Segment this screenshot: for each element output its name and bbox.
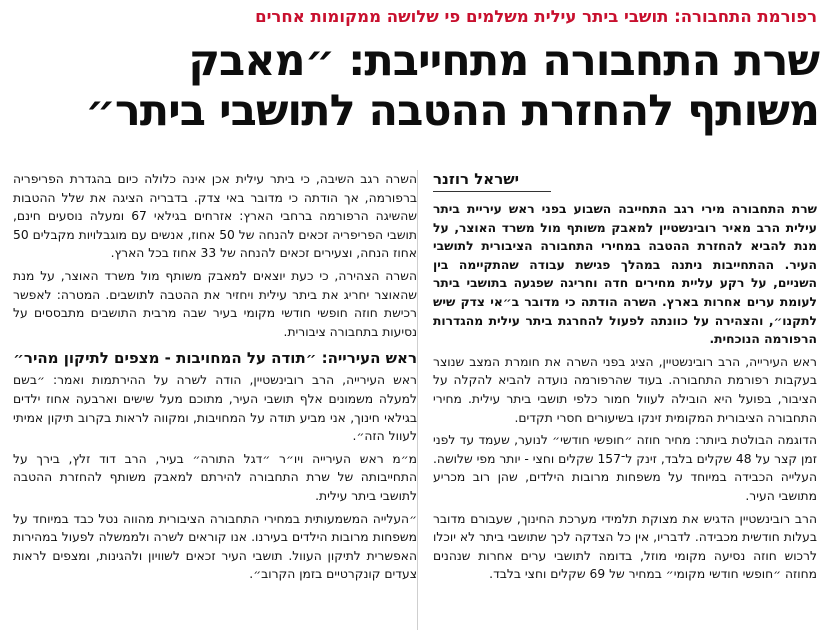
article-paragraph: השרה רגב השיבה, כי ביתר עילית אכן אינה כלולה כיום בהגדרת הפריפריה ברפורמה, אך הודתה כי מדובר באי צדק. בדבריה הציגה את שלל ההטבות שהשיגה הרפורמה ברחבי הארץ: אזרחים בגילאי 67 ומעלה נוסעים חינם, תושבי הפריפריה זכאים להנחה של 50 אחוז, אנשים עם מוגבלויות מקבלים 50 אחוז הנחה, וצעירים זכאים להנחה של 33 אחוז בכל הארץ.	[13, 172, 417, 261]
article-paragraph: ראש העירייה, הרב רובינשטיין, הציג בפני השרה את חומרת המצב שנוצר בעקבות רפורמת התחבורה. בעוד שהרפורמה נועדה להביא להקלה על הציבור, בפועל היא הובילה לעוול חמור כלפי תושבי ביתר עילית. מחירי התחבורה הציבורית המקומית זינקו בשיעורים חסרי תקדים.	[433, 354, 817, 425]
article-paragraph: הרב רובינשטיין הדגיש את מצוקת תלמידי מערכת החינוך, שעבורם מדובר בעלות חודשית מכבידה. לדבריו, אין כל הצדקה לכך שתושבי ביתר לא יוכלו לרכוש חוזה נסיעה מקומי מוזל, בדומה לתושבי ערים אחרות שנהנים מחוזה ״חופשי חודשי מקומי״ במחיר של 69 שקלים וחצי בלבד.	[433, 511, 817, 582]
article-paragraph: ראש העירייה, הרב רובינשטיין, הודה לשרה על ההירתמות ואמר: ״בשם למעלה משמונים אלף תושבי העיר, מתוכם מעל שישים וארבעה אחוז ילדים בגילאי חינוך, אני מביע תודה על המחויבות, ומקווה לראות בקרוב תיקון אמיתי לעוול הזה״.	[13, 373, 417, 444]
article-lead: שרת התחבורה מירי רגב התחייבה השבוע בפני ראש עיריית ביתר עילית הרב מאיר רובינשטיין למאבק משותף מול משרד האוצר, על מנת להביא להחזרת ההטבה במחירי התחבורה הציבורית לתושבי העיר. ההתחייבות ניתנה במהלך פגישת עבודה שהתקיימה בין השניים, על רקע עליית מחירים חדה וחריגה שפגעה בתושבי ביתר לעומת ערים אחרות בארץ. השרה הודתה כי מדובר ב״אי צדק שיש לתקנו״, והצהירה על כוונתה לפעול להחרגת ביתר עילית מהגדרות הרפורמה הנוכחית.	[433, 202, 817, 347]
article-column-right	[433, 170, 817, 636]
article-subhead: ראש העירייה: ״תודה על המחויבות - מצפים לתיקון מהיר״	[13, 349, 417, 368]
headline	[8, 36, 819, 136]
article-paragraph: מ״מ ראש העירייה ויו״ר ״דגל התורה״ בעיר, הרב דוד זלץ, בירך על התחייבותה של שרת התחבורה להירתם למאבק משותף להחזרת ההטבה לתושבי ביתר עילית.	[13, 451, 417, 503]
kicker: רפורמת התחבורה: תושבי ביתר עילית משלמים פי שלושה ממקומות אחרים	[255, 7, 817, 26]
headline-line-2: משותף להחזרת ההטבה לתושבי ביתר״	[85, 86, 819, 136]
headline-line-1: שרת התחבורה מתחייבת: ״מאבק	[188, 36, 819, 86]
article-paragraph: ״העלייה המשמעותית במחירי התחבורה הציבורית מהווה נטל כבד במיוחד על משפחות מרובות הילדים בעירנו. אנו קוראים לשרה ולממשלה לפעול במהירות האפשרית לתיקון העוול. תושבי העיר זכאים לשוויון ולהגינות, ומצפים לראות צעדים קונקרטיים בזמן הקרוב״.	[13, 511, 417, 582]
article-paragraph: השרה הצהירה, כי כעת יוצאים למאבק משותף מול משרד האוצר, על מנת שהאוצר יחריג את ביתר עילית ויחזיר את ההטבה לתושבים. המטרה: לאפשר רכישת חוזה חופשי חודשי מקומי בעיר שבה מרבית התושבים מתבססים על נסיעות בתחבורה ציבורית.	[13, 268, 417, 339]
column-divider	[417, 170, 418, 630]
author-byline: ישראל רוזנר	[433, 170, 551, 192]
article-column-left	[13, 170, 417, 636]
article-paragraph: הדוגמה הבולטת ביותר: מחיר חוזה ״חופשי חודשי״ לנוער, שעמד עד לפני זמן קצר על 48 שקלים בלבד, זינק ל־157 שקלים וחצי - יותר מפי שלושה. העלייה הכבידה במיוחד על משפחות מרובות הילדים, שהן רוב מכריע מתושבי העיר.	[433, 433, 817, 503]
